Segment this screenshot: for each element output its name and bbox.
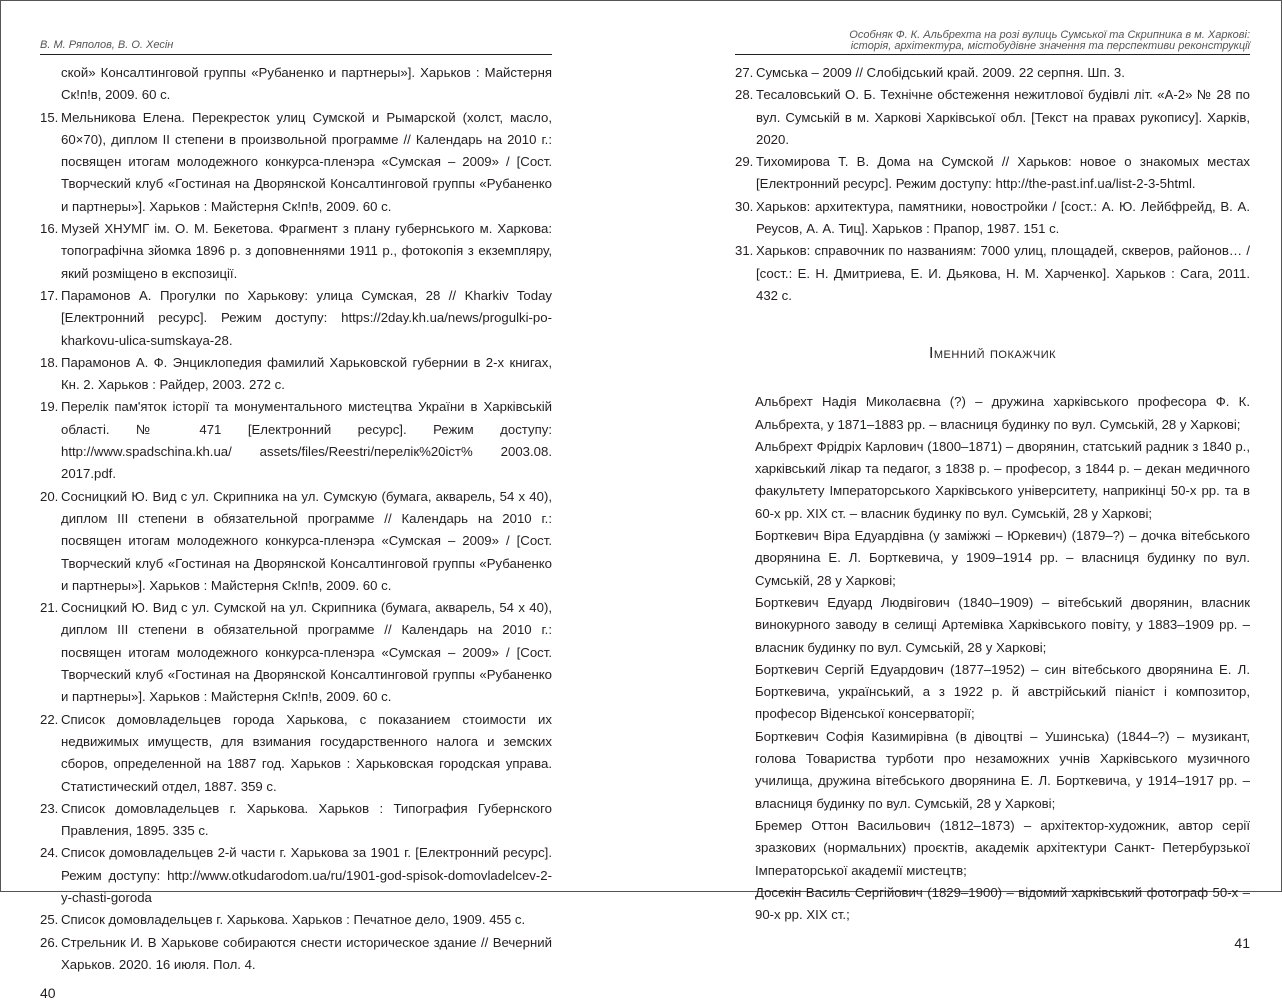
- index-entry: Бремер Оттон Васильович (1812–1873) – архітектор-художник, автор серії зразкових (нормальних) проєктів, академік архітектури Санкт- Петербурзької Імператорської академії мистецтв;: [755, 817, 1250, 878]
- running-header-left: В. М. Ряполов, В. О. Хесін: [40, 39, 174, 51]
- reference-number: 16.: [40, 221, 59, 237]
- index-entry: Альбрехт Фрідріх Карлович (1800–1871) – дворянин, статський радник з 1840 р., харківський лікар та педагог, з 1838 р. – професор, з 1844 р. – декан медичного факультету Імператорського Харківського університету, наприкінці 50-х рр. та в 60-х рр. XIX ст. – власник будинку по вул. Сумській, 28 у Харкові;: [755, 438, 1250, 521]
- reference-text: Список домовладельцев 2-й части г. Харькова за 1901 г. [Електронний ресурс]. Режим доступу: http://www.otkudarodom.ua/ru/1901-god-spisok-domovladelcev-2-y-chasti-goroda: [61, 845, 552, 905]
- reference-text: Музей ХНУМГ ім. О. М. Бекетова. Фрагмент з плану губернського м. Харкова: топографічна зйомка 1896 р. з доповненнями 1911 р., фотокопія з екземпляру, який розміщено в експозиції.: [61, 221, 552, 281]
- reference-item: [40, 909, 552, 931]
- reference-item: [40, 798, 552, 843]
- index-entry: Досекін Василь Сергійович (1829–1900) – відомий харківський фотограф 50-х – 90-х рр. XIX ст.;: [755, 884, 1250, 923]
- reference-number: 22.: [40, 711, 59, 727]
- reference-number: 15.: [40, 109, 59, 125]
- reference-item: [40, 285, 552, 352]
- reference-item: [40, 486, 552, 597]
- header-rule-right: [735, 54, 1250, 55]
- reference-item: [735, 62, 1250, 84]
- reference-item: [735, 84, 1250, 151]
- reference-item: [40, 396, 552, 485]
- index-entry: Борткевич Віра Едуардівна (у заміжжі – Юркевич) (1879–?) – дочка вітебського дворянина Е. Л. Борткевича, у 1909–1914 рр. – власниця будинку по вул. Сумській, 28 у Харкові;: [755, 528, 1250, 588]
- reference-text: Стрельник И. В Харькове собираются снести историческое здание // Вечерний Харьков. 2020. 16 июля. Пол. 4.: [61, 934, 552, 972]
- reference-item: [40, 597, 552, 708]
- index-title: Іменний покажчик: [928, 345, 1057, 363]
- running-header-right-line2: історія, архітектура, містобудівне значення та перспективи реконструкції: [850, 40, 1250, 52]
- index-entry: Борткевич Сергій Едуардович (1877–1952) – син вітебського дворянина Е. Л. Борткевича, український, а з 1922 р. й австрійський піаніст і композитор, професор Віденської консерваторії;: [755, 661, 1250, 722]
- reference-number: 20.: [40, 488, 59, 504]
- reference-text: Список домовладельцев г. Харькова. Харьков : Типография Губернского Правления, 1895. 335 с.: [61, 800, 552, 839]
- reference-text: Мельникова Елена. Перекресток улиц Сумской и Рымарской (холст, масло, 60×70), диплом II степени в произвольной программе // Календарь на 2010 г.: посвящен итогам молодежного конкурса-пленэра «Сумская – 2009» / [Сост. Творческий клуб «Гостиная на Дворянской Консалтинговой группы «Рубаненко и партнеры»]. Харьков : Майстерня Ск!п!в, 2009. 60 с.: [61, 109, 552, 214]
- reference-text: Перелік пам'яток історії та монументального мистецтва України в Харківській області. № 471 [Електронний ресурс]. Режим доступу: http://www.spadschina.kh.ua/ assets/files/Reestri/перелік%20іст% 2003.08. 2017.pdf.: [61, 399, 552, 482]
- reference-item: [735, 151, 1250, 196]
- reference-number: 24.: [40, 845, 59, 861]
- reference-text: Сумська – 2009 // Слобідський край. 2009. 22 серпня. Шп. 3.: [756, 65, 1125, 80]
- reference-number: 25.: [40, 912, 59, 928]
- reference-text: Сосницкий Ю. Вид с ул. Скрипника на ул. Сумскую (бумага, акварель, 54 х 40), диплом III степени в обязательной программе // Календарь на 2010 г.: посвящен итогам молодежного конкурса-пленэра «Сумская – 2009» / [Сост. Творческий клуб «Гостиная на Дворянской Консалтинговой группы «Рубаненко и партнеры»]. Харьков : Майстерня Ск!п!в, 2009. 60 с.: [61, 488, 552, 593]
- reference-number: 18.: [40, 354, 59, 370]
- reference-item: [40, 352, 552, 397]
- index-entry: Борткевич Софія Казимирівна (в дівоцтві – Ушинська) (1844–?) – музикант, голова Товариства турботи про незаможних учнів Харківського музичного училища, дружина вітебського дворянина Е. Л. Борткевича, у 1914–1917 рр. – власниця будинку по вул. Сумській, 28 у Харкові;: [755, 728, 1250, 811]
- reference-text: Тесаловський О. Б. Технічне обстеження нежитлової будівлі літ. «А-2» № 28 по вул. Сумській в м. Харкові Харківської обл. [Текст на правах рукопису]. Харків, 2020.: [756, 87, 1250, 147]
- index-entry: Альбрехт Надія Миколаєвна (?) – дружина харківського професора Ф. К. Альбрехта, у 1871–1883 рр. – власниця будинку по вул. Сумській, 28 у Харкові;: [755, 394, 1250, 432]
- page-number-right: 41: [1234, 935, 1250, 952]
- index-entry: Борткевич Едуард Людвігович (1840–1909) – вітебський дворянин, власник винокурного заводу в селищі Артемівка Харківського повіту, у 1883–1909 рр. – власник будинку по вул. Сумській, 28 у Харкові;: [755, 594, 1250, 655]
- left-reference-list: [40, 62, 552, 976]
- reference-text: Список домовладельцев города Харькова, с показанием стоимости их недвижимых имуществ, для взимания государственного налога и земских сборов, определенной на 1887 год. Харьков : Харьковская городская управа. Статистический отдел, 1887. 359 с.: [61, 711, 552, 794]
- right-page: [735, 62, 1250, 952]
- reference-item: [40, 218, 552, 285]
- reference-item: [735, 196, 1250, 241]
- reference-continuation: ской» Консалтинговой группы «Рубаненко и партнеры»]. Харьков : Майстерня Ск!п!в, 2009. 60 с.: [61, 65, 552, 103]
- reference-item: [40, 709, 552, 798]
- header-rule-left: [40, 54, 552, 55]
- reference-text: Харьков: справочник по названиям: 7000 улиц, площадей, скверов, районов… / [сост.: Е. Н. Дмитриева, Е. И. Дьякова, Н. М. Харченко]. Харьков : Сага, 2011. 432 с.: [756, 243, 1250, 303]
- reference-text: Тихомирова Т. В. Дома на Сумской // Харьков: новое о знакомых местах [Електронний ресурс]. Режим доступу: http://the-past.inf.ua/list-2-3-5html.: [756, 154, 1250, 192]
- reference-number: 17.: [40, 287, 59, 303]
- reference-number: 23.: [40, 800, 59, 816]
- reference-item: [40, 107, 552, 218]
- reference-number: 29.: [735, 154, 754, 170]
- reference-item: [40, 932, 552, 977]
- reference-number: 30.: [735, 198, 754, 214]
- right-reference-list: [735, 62, 1250, 307]
- reference-text: Сосницкий Ю. Вид с ул. Сумской на ул. Скрипника (бумага, акварель, 54 х 40), диплом III степени в обязательной программе // Календарь на 2010 г.: посвящен итогам молодежного конкурса-пленэра «Сумская – 2009» / [Сост. Творческий клуб «Гостиная на Дворянской Консалтинговой группы «Рубаненко и партнеры»]. Харьков : Майстерня Ск!п!в, 2009. 60 с.: [61, 600, 552, 705]
- reference-item: [40, 842, 552, 909]
- reference-text: Парамонов А. Прогулки по Харькову: улица Сумская, 28 // Kharkiv Today [Електронний ресурс]. Режим доступу: https://2day.kh.ua/news/progulki-po-kharkovu-ulica-sumskaya-28.: [61, 287, 552, 348]
- reference-item: [735, 240, 1250, 307]
- reference-number: 28.: [735, 87, 754, 103]
- reference-text: Парамонов А. Ф. Энциклопедия фамилий Харьковской губернии в 2-х книгах, Кн. 2. Харьков : Райдер, 2003. 272 с.: [61, 354, 552, 393]
- page-number-left: 40: [40, 985, 56, 1002]
- reference-text: Харьков: архитектура, памятники, новостройки / [сост.: А. Ю. Лейбфрейд, В. А. Реусов, А. А. Тиц]. Харьков : Прапор, 1987. 151 с.: [756, 198, 1250, 237]
- left-page: [40, 62, 552, 1002]
- reference-number: 19.: [40, 399, 59, 415]
- running-header-right-line1: Особняк Ф. К. Альбрехта на розі вулиць Сумської та Скрипника в м. Харкові:: [849, 29, 1250, 41]
- reference-text: Список домовладельцев г. Харькова. Харьков : Печатное дело, 1909. 455 с.: [61, 912, 526, 928]
- name-index: [735, 391, 1250, 926]
- running-header-right: [849, 30, 1250, 52]
- reference-number: 27.: [735, 65, 754, 80]
- reference-number: 21.: [40, 600, 59, 616]
- reference-number: 26.: [40, 934, 59, 950]
- reference-number: 31.: [735, 243, 754, 259]
